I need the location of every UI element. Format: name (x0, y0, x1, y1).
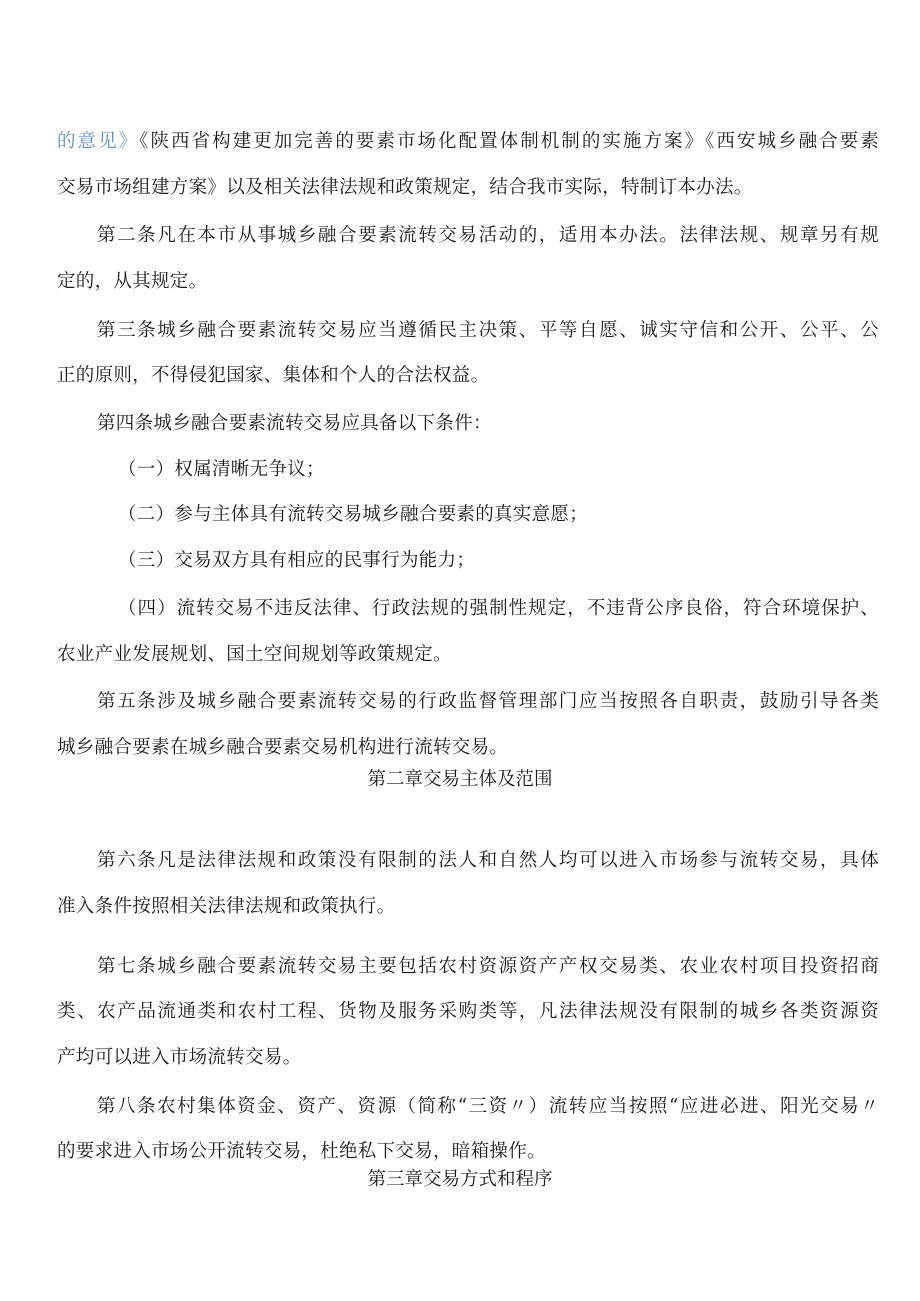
article-4-item-4-line-2: 农业产业发展规划、国土空间规划等政策规定。 (57, 644, 452, 665)
chapter-2-heading: 第二章交易主体及范围 (367, 769, 553, 790)
text-line-1-rest: 《陕西省构建更加完善的要素市场化配置体制机制的实施方案》《西安城乡融合要素 (139, 131, 879, 152)
article-2-line-1: 第二条凡在本市从事城乡融合要素流转交易活动的，适用本办法。法律法规、规章另有规 (97, 225, 879, 246)
cited-document-link[interactable]: 的意见》 (57, 131, 140, 152)
article-3-line-2: 正的原则，不得侵犯国家、集体和个人的合法权益。 (57, 365, 490, 386)
article-3-line-1: 第三条城乡融合要素流转交易应当遵循民主决策、平等自愿、诚实守信和公开、公平、公 (97, 320, 879, 341)
article-7-line-3: 产均可以进入市场流转交易。 (57, 1047, 302, 1068)
article-8-line-1: 第八条农村集体资金、资产、资源（简称“三资〃）流转应当按照“应进必进、阳光交易〃 (97, 1096, 879, 1117)
article-2-line-2: 定的，从其规定。 (57, 271, 208, 292)
article-8-line-2: 的要求进入市场公开流转交易，杜绝私下交易，暗箱操作。 (57, 1141, 546, 1162)
article-4-item-3: （三）交易双方具有相应的民事行为能力； (118, 550, 476, 571)
article-7-line-1: 第七条城乡融合要素流转交易主要包括农村资源资产产权交易类、农业农村项目投资招商 (97, 956, 879, 977)
article-6-line-1: 第六条凡是法律法规和政策没有限制的法人和自然人均可以进入市场参与流转交易，具体 (97, 850, 879, 871)
article-6-line-2: 准入条件按照相关法律法规和政策执行。 (57, 896, 396, 917)
article-4-item-2: （二）参与主体具有流转交易城乡融合要素的真实意愿； (118, 504, 589, 525)
article-5-line-2: 城乡融合要素在城乡融合要素交易机构进行流转交易。 (57, 737, 509, 758)
article-5-line-1: 第五条涉及城乡融合要素流转交易的行政监督管理部门应当按照各自职责，鼓励引导各类 (97, 691, 879, 712)
article-4-item-1: （一）权属清晰无争议； (118, 459, 325, 480)
chapter-3-heading: 第三章交易方式和程序 (367, 1169, 553, 1190)
text-line-1 (57, 130, 879, 154)
article-4-line-1: 第四条城乡融合要素流转交易应具备以下条件： (97, 413, 492, 434)
article-4-item-4-line-1: （四）流转交易不违反法律、行政法规的强制性规定，不违背公序良俗，符合环境保护、 (118, 598, 879, 619)
article-7-line-2: 类、农产品流通类和农村工程、货物及服务采购类等，凡法律法规没有限制的城乡各类资源资 (57, 1001, 879, 1022)
text-line-2: 交易市场组建方案》以及相关法律法规和政策规定，结合我市实际，特制订本办法。 (57, 177, 753, 198)
